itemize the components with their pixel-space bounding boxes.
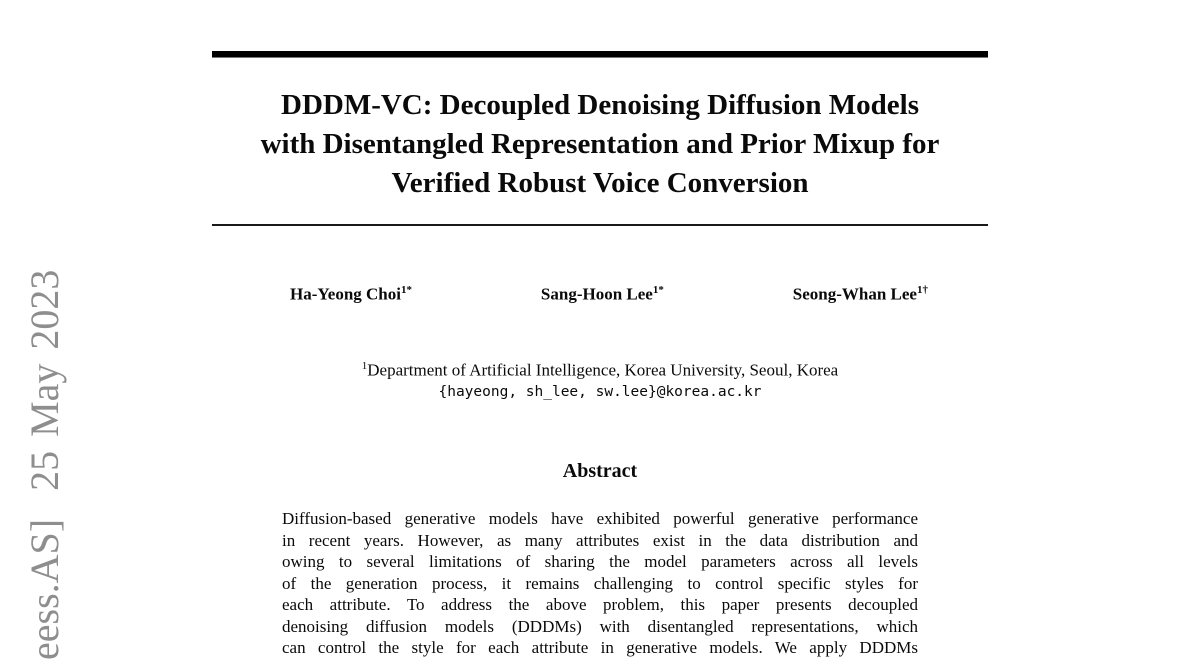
abstract-line-3: owing to several limitations of sharing the model parameters across all levels <box>282 552 918 571</box>
author-1-name: Ha-Yeong Choi <box>290 284 401 304</box>
abstract-line-4: of the generation process, it remains challenging to control specific styles for <box>282 573 918 593</box>
email-line: {hayeong, sh_lee, sw.lee}@korea.ac.kr <box>438 384 762 400</box>
author-2-superscript: 1* <box>652 284 664 296</box>
author-2-name: Sang-Hoon Lee <box>540 284 653 304</box>
arxiv-sidebar-stamp: eess.AS] 25 May 2023 <box>22 269 67 660</box>
author-3 <box>793 280 928 305</box>
abstract-line-6: denoising diffusion models (DDDMs) with disentangled representations, which <box>282 616 918 636</box>
author-2 <box>541 280 664 305</box>
abstract-paragraph <box>282 508 918 659</box>
title-rule-bottom <box>212 224 988 226</box>
abstract-line-1: Diffusion-based generative models have exhibited powerful generative performance <box>282 509 918 528</box>
affiliation-text: Department of Artificial Intelligence, Korea University, Seoul, Korea <box>367 360 839 380</box>
author-1-superscript: 1* <box>400 284 412 296</box>
authors-row <box>290 280 928 305</box>
title-line-2: with Disentangled Representation and Prior Mixup for <box>260 128 940 160</box>
title-line-1: DDDM-VC: Decoupled Denoising Diffusion Models <box>281 89 919 121</box>
affiliation-superscript: 1 <box>361 360 368 372</box>
abstract-line-2: in recent years. However, as many attributes exist in the data distribution and <box>282 530 918 550</box>
title-rule-top <box>212 51 988 58</box>
author-1 <box>290 280 412 305</box>
document-body <box>212 0 988 657</box>
affiliation-line <box>212 356 988 381</box>
abstract-line-7: can control the style for each attribute in generative models. We apply DDDMs <box>282 638 918 657</box>
abstract-heading: Abstract <box>562 460 638 482</box>
paper-title <box>212 86 988 203</box>
author-3-name: Seong-Whan Lee <box>792 284 917 304</box>
title-line-3: Verified Robust Voice Conversion <box>391 167 809 199</box>
author-3-superscript: 1† <box>916 284 928 296</box>
abstract-line-5: each attribute. To address the above problem, this paper presents decoupled <box>282 595 918 614</box>
